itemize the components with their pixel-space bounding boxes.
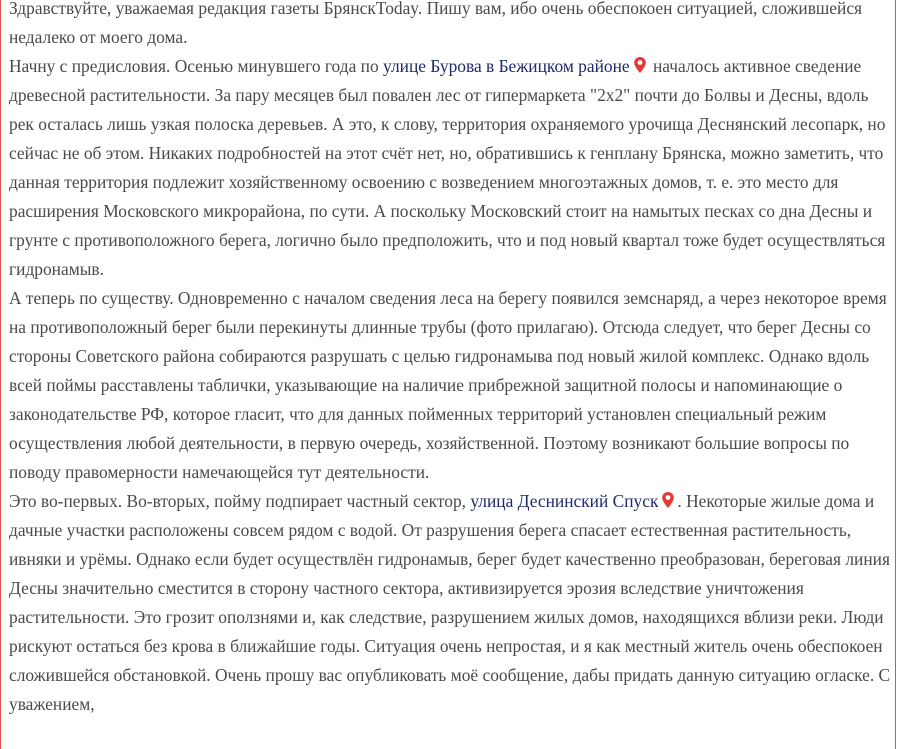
paragraph-preface <box>9 52 891 284</box>
paragraph-essence <box>9 284 891 487</box>
street-link-burova[interactable]: улице Бурова в Бежицком районе <box>383 56 630 76</box>
paragraph-text: . Некоторые жилые дома и дачные участки расположены совсем рядом с водой. От разрушения берега спасает естественная растительность, ивняки и урёмы. Однако если будет осуществлён гидронамыв, берег будет качественно преобразован, береговая линия Десны значительно сместится в сторону частного сектора, активизируется эрозия вследствие уничтожения растительности. Это грозит оползнями и, как следствие, разрушением жилых домов, находящихся вблизи реки. Люди рискуют остаться без крова в ближайшие годы. Ситуация очень непростая, и я как местный житель очень обеспокоен сложившейся обстановкой. Очень прошу вас опубликовать моё сообщение, дабы придать данную ситуацию огласке. С уважением, <box>9 491 891 714</box>
paragraph-text: Здравствуйте, уважаемая редакция газеты БрянскToday. Пишу вам, ибо очень обеспокоен ситуацией, сложившейся недалеко от моего дома. <box>9 0 863 47</box>
paragraph-text: А теперь по существу. Одновременно с началом сведения леса на берегу появился земснаряд, а через некоторое время на противоположный берег были перекинуты длинные трубы (фото прилагаю). Отсюда следует, что берег Десны со стороны Советского района собираются разрушать с целью гидронамыва под новый жилой комплекс. Однако вдоль всей поймы расставлены таблички, указывающие на наличие прибрежной защитной полосы и напоминающие о законодательстве РФ, которое гласит, что для данных пойменных территорий установлен специальный режим осуществления любой деятельности, в первую очередь, хозяйственной. Поэтому возникают большие вопросы по поводу правомерности намечающейся тут деятельности. <box>9 288 887 482</box>
letter-body <box>9 0 891 719</box>
street-link-desninsky-spusk[interactable]: улица Деснинский Спуск <box>470 491 659 511</box>
paragraph-text: началось активное сведение древесной растительности. За пару месяцев был повален лес от гипермаркета "2х2" почти до Болвы и Десны, вдоль рек осталась лишь узкая полоска деревьев. А это, к слову, территория охраняемого урочища Деснянский лесопарк, но сейчас не об этом. Никаких подробностей на этот счёт нет, но, обратившись к генплану Брянска, можно заметить, что данная территория подлежит хозяйственному освоению с возведением многоэтажных домов, т. е. это место для расширения Московского микрорайона, по сути. А поскольку Московский стоит на намытых песках со дна Десны и грунте с противоположного берега, логично было предположить, что и под новый квартал тоже будет осуществляться гидронамыв. <box>9 56 886 279</box>
paragraph-greeting <box>9 0 891 52</box>
paragraph-text: Это во-первых. Во-вторых, пойму подпирает частный сектор, <box>9 491 471 511</box>
map-pin-icon[interactable] <box>633 56 647 74</box>
paragraph-second-point <box>9 487 891 719</box>
paragraph-text: Начну с предисловия. Осенью минувшего года по <box>9 56 384 76</box>
map-pin-icon[interactable] <box>661 491 675 509</box>
